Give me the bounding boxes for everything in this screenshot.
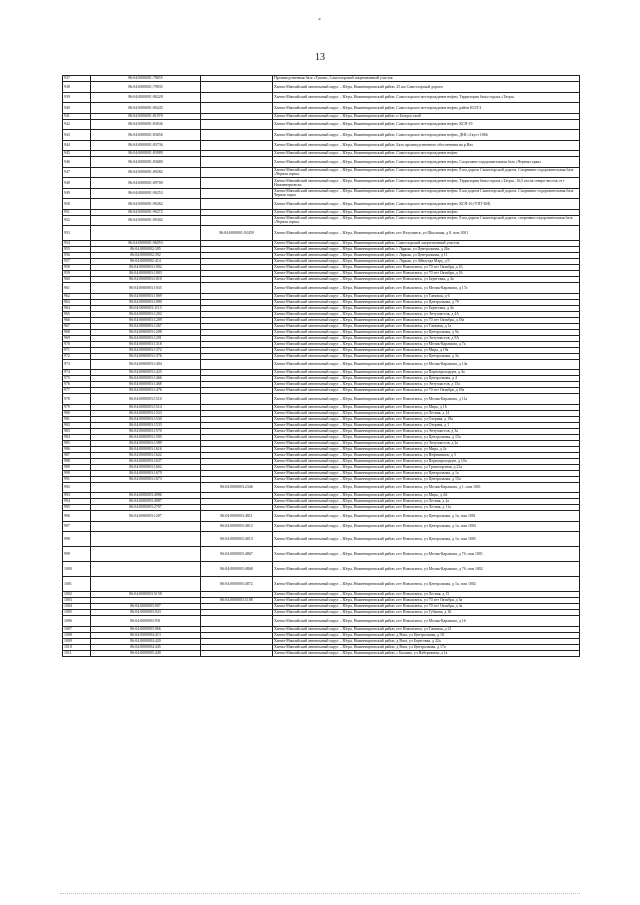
cadastral-number-cell: 86:04:0000001:96053 <box>91 241 201 247</box>
room-cadastral-number-cell: 86:04:0000001:92459 <box>201 226 273 241</box>
cadastral-number-cell: 86:04:0000001:90302 <box>91 215 201 226</box>
address-cell: Ханты-Мансийский автономный округ – Югра, Нижневартовский район, пгт Излучинск, ул Школьная, д 8, пом 1001 <box>273 226 580 241</box>
cadastral-number-cell: 86:04:0000003:4986 <box>91 493 201 499</box>
room-cadastral-number-cell: 86:04:0000003:4811 <box>201 511 273 522</box>
address-cell: Ханты-Мансийский автономный округ – Югра, Нижневартовский район, Самотлорское месторождение нефти, район КСП-2 <box>273 103 580 114</box>
address-cell: Ханты-Мансийский автономный округ – Югра, Нижневартовский район, пгт Новоаганск, ул Мелик-Карамова, д 16 <box>273 616 580 627</box>
cadastral-number-cell: 86:04:0000003:5158 <box>91 592 201 598</box>
cadastral-number-cell: 86:04:0000001:83736 <box>91 140 201 151</box>
table-row <box>63 157 580 168</box>
address-cell: Ханты-Мансийский автономный округ – Югра, Нижневартовский район, пгт Новоаганск, ул Лесная, д 11а <box>273 505 580 511</box>
cadastral-number-cell: 86:04:0000003:1002 <box>91 265 201 271</box>
room-cadastral-number-cell <box>201 178 273 189</box>
cadastral-number-cell: 86:04:0000001:89282 <box>91 167 201 178</box>
table-row <box>63 394 580 405</box>
cadastral-number-cell: 86:04:0000001:83636 <box>91 119 201 130</box>
row-number-cell: 953 <box>63 226 91 241</box>
room-cadastral-number-cell <box>201 167 273 178</box>
address-cell: Ханты-Мансийский автономный округ – Югра, Нижневартовский район, пгт Новоаганск, ул Мелик-Карамова, д 1, пом 1001 <box>273 482 580 493</box>
address-cell: Ханты-Мансийский автономный округ – Югра, Нижневартовский район, пгт Новоаганск, ул Береговая, д 4а <box>273 305 580 311</box>
address-cell: Ханты-Мансийский автономный округ – Югра, Нижневартовский район, пгт Новоаганск, ул Энтузиастов, д 2а <box>273 440 580 446</box>
table-row <box>63 616 580 627</box>
room-cadastral-number-cell <box>201 119 273 130</box>
row-number-cell: 990 <box>63 470 91 476</box>
table-row <box>63 521 580 532</box>
table-row <box>63 178 580 189</box>
address-cell: Ханты-Мансийский автономный округ – Югра, Нижневартовский район, Самотлорское месторождение нефти, 8 км дороги Самотлорской дороги, спортивно-оздоровительная база «Черная горка» <box>273 215 580 226</box>
row-number-cell: 937 <box>63 76 91 82</box>
address-cell: Ханты-Мансийский автономный округ – Югра, Нижневартовский район, пгт Новоаганск, ул Энтузиастов, д 3а <box>273 428 580 434</box>
address-cell: Ханты-Мансийский автономный округ – Югра, Нижневартовский район, пгт Новоаганск, ул Центральная, д 1а, пом 1002 <box>273 577 580 592</box>
row-number-cell: 964 <box>63 305 91 311</box>
cadastral-number-cell: 86:04:0000001:79835 <box>91 82 201 93</box>
cadastral-number-cell: 86:04:0000003:1113 <box>91 305 201 311</box>
row-number-cell: 997 <box>63 521 91 532</box>
room-cadastral-number-cell <box>201 359 273 370</box>
address-cell: Ханты-Мансийский автономный округ – Югра, Нижневартовский район, Самотлорское месторождение нефти, КСП-19 <box>273 119 580 130</box>
cadastral-number-cell: 86:04:0000002:392 <box>91 253 201 259</box>
room-cadastral-number-cell: 86:04:0000003:2346 <box>201 482 273 493</box>
cadastral-number-cell: 86:04:0000001:83656 <box>91 130 201 141</box>
row-number-cell: 980 <box>63 410 91 416</box>
address-cell: Ханты-Мансийский автономный округ – Югра, Нижневартовский район, пгт Новоаганск, ул Мира, д 16 <box>273 404 580 410</box>
cadastral-number-cell: 86:04:0000003:1291 <box>91 335 201 341</box>
address-cell: Ханты-Мансийский автономный округ – Югра, Нижневартовский район, пгт Новоаганск, ул Центральная, д 3а <box>273 353 580 359</box>
cadastral-number-cell: 86:04:0000003:1003 <box>91 271 201 277</box>
row-number-cell: 983 <box>63 428 91 434</box>
address-cell: Ханты-Мансийский автономный округ – Югра, Нижневартовский район, пгт Новоаганск, ул Мира, д 2а <box>273 446 580 452</box>
row-number-cell: 954 <box>63 241 91 247</box>
room-cadastral-number-cell <box>201 199 273 210</box>
cadastral-number-cell: 86:04:0000003:2707 <box>91 505 201 511</box>
row-number-cell: 1005 <box>63 610 91 616</box>
table-row <box>63 119 580 130</box>
row-number-cell: 1009 <box>63 638 91 644</box>
room-cadastral-number-cell <box>201 283 273 294</box>
cadastral-number-cell <box>91 226 201 241</box>
cadastral-number-cell: 86:04:0000005:449 <box>91 650 201 656</box>
address-cell: Ханты-Мансийский автономный округ – Югра, Нижневартовский район, пгт Новоаганск, ул Центральная, д 4 <box>273 376 580 382</box>
row-number-cell: 951 <box>63 209 91 215</box>
table-row <box>63 650 580 656</box>
cadastral-number-cell: 86:04:0000001:83989 <box>91 151 201 157</box>
address-cell: Ханты-Мансийский автономный округ – Югра, Нижневартовский район, пгт Новоаганск, ул Лесная, д 14 <box>273 410 580 416</box>
row-number-cell: 976 <box>63 382 91 388</box>
cadastral-number-cell: 86:04:0000001:90253 <box>91 188 201 199</box>
room-cadastral-number-cell <box>201 394 273 405</box>
cadastral-number-cell: 86:04:0000003:1372 <box>91 347 201 353</box>
address-cell: Ханты-Мансийский автономный округ – Югра, Нижневартовский район, Самотлорское месторождение нефти, ДНС-4 куст 1066 <box>273 130 580 141</box>
room-cadastral-number-cell: 86:04:0000003:4813 <box>201 532 273 547</box>
row-number-cell: 1008 <box>63 632 91 638</box>
cadastral-number-cell: 86:04:0000003:931 <box>91 616 201 627</box>
address-cell: Ханты-Мансийский автономный округ – Югра, Нижневартовский район, Самотлорское месторождение нефти, КСП-16 (УПТ-БИ) <box>273 199 580 210</box>
address-cell: Ханты-Мансийский автономный округ – Югра, Нижневартовский район, Самотлорское месторождение нефти, Территория базы отдыха «Татра» <box>273 92 580 103</box>
room-cadastral-number-cell <box>201 103 273 114</box>
cadastral-number-cell <box>91 547 201 562</box>
property-registry-table <box>62 75 580 657</box>
address-cell: Ханты-Мансийский автономный округ – Югра, Нижневартовский район, пгт Новоаганск, ул 70 лет Октября, д 18а <box>273 317 580 323</box>
cadastral-number-cell: 86:04:0000003:1637 <box>91 458 201 464</box>
row-number-cell: 974 <box>63 370 91 376</box>
row-number-cell: 952 <box>63 215 91 226</box>
cadastral-number-cell: 86:04:0000002:414 <box>91 259 201 265</box>
table-row <box>63 82 580 93</box>
table-row <box>63 562 580 577</box>
address-cell: Ханты-Мансийский автономный округ – Югра, Нижневартовский район, пгт Новоаганск, ул Центральная, д 9а <box>273 329 580 335</box>
row-number-cell: 940 <box>63 103 91 114</box>
address-cell: Ханты-Мансийский автономный округ – Югра, Нижневартовский район, пгт Новоаганск, ул Мелик-Карамова, д 11а <box>273 394 580 405</box>
table-row <box>63 283 580 294</box>
room-cadastral-number-cell <box>201 188 273 199</box>
row-number-cell: 943 <box>63 130 91 141</box>
cadastral-number-cell: 86:04:0000003:923 <box>91 610 201 616</box>
row-number-cell: 961 <box>63 283 91 294</box>
cadastral-number-cell <box>91 482 201 493</box>
cadastral-number-cell <box>91 532 201 547</box>
address-cell: Ханты-Мансийский автономный округ – Югра, Нижневартовский район, пгт Новоаганск, ул Мелик-Карамова, д 14а <box>273 359 580 370</box>
row-number-cell: 982 <box>63 422 91 428</box>
room-cadastral-number-cell: 86:04:0000003:4867 <box>201 547 273 562</box>
table-row <box>63 511 580 522</box>
row-number-cell: 1004 <box>63 604 91 610</box>
row-number-cell: 972 <box>63 353 91 359</box>
row-number-cell: 992 <box>63 482 91 493</box>
address-cell: Производственная база «Туман», Самотлорский лицензионный участок <box>273 76 580 82</box>
cadastral-number-cell <box>91 562 201 577</box>
cadastral-number-cell: 86:04:0000003:1589 <box>91 440 201 446</box>
row-number-cell: 949 <box>63 188 91 199</box>
table-row <box>63 482 580 493</box>
address-cell: Ханты-Мансийский автономный округ – Югра, Нижневартовский район, пгт Новоаганск, ул Мира, д 4А <box>273 493 580 499</box>
cadastral-number-cell: 86:04:0000003:1318 <box>91 341 201 347</box>
address-cell: Ханты-Мансийский автономный округ – Югра, Нижневартовский район, пгт Новоаганск, ул Энтузиастов, д 4А <box>273 311 580 317</box>
address-cell: Ханты-Мансийский автономный округ – Югра, Нижневартовский район, База производственного обеспечения на р.Вах <box>273 140 580 151</box>
address-cell: Ханты-Мансийский автономный округ – Югра, Нижневартовский район, пгт Новоаганск, ул 70 лет Октября, д 3а <box>273 598 580 604</box>
room-cadastral-number-cell <box>201 82 273 93</box>
row-number-cell: 993 <box>63 493 91 499</box>
row-number-cell: 998 <box>63 532 91 547</box>
cadastral-number-cell: 86:04:0000001:80228 <box>91 92 201 103</box>
room-cadastral-number-cell <box>201 157 273 168</box>
row-number-cell: 971 <box>63 347 91 353</box>
address-cell: Ханты-Мансийский автономный округ – Югра, Нижневартовский район, пгт Новоаганск, ул Таежная, д 6 <box>273 293 580 299</box>
row-number-cell: 981 <box>63 416 91 422</box>
table-row <box>63 532 580 547</box>
table-row <box>63 130 580 141</box>
address-cell: Ханты-Мансийский автономный округ – Югра, Нижневартовский район, пгт Новоаганск, ул Центральная, д 15а <box>273 434 580 440</box>
page-number: 13 <box>315 52 325 63</box>
row-number-cell: 995 <box>63 505 91 511</box>
address-cell: Ханты-Мансийский автономный округ – Югра, Нижневартовский район, Самотлорское месторождение нефти, 8 км дороги Самотлорской дороги, Спортивно-оздоровительная база Черная горка <box>273 188 580 199</box>
row-number-cell: 963 <box>63 299 91 305</box>
row-number-cell: 985 <box>63 440 91 446</box>
address-cell: Ханты-Мансийский автономный округ – Югра, Нижневартовский район, пгт Новоаганск, ул Энтузиастов, д 15а <box>273 382 580 388</box>
room-cadastral-number-cell <box>201 616 273 627</box>
cadastral-number-cell: 86:04:0000003:1514 <box>91 404 201 410</box>
row-number-cell: 994 <box>63 499 91 505</box>
cadastral-number-cell: 86:04:0000001:81970 <box>91 113 201 119</box>
cadastral-number-cell <box>91 577 201 592</box>
cadastral-number-cell: 86:04:0000004:413 <box>91 632 201 638</box>
table-row <box>63 140 580 151</box>
row-number-cell: 968 <box>63 329 91 335</box>
room-cadastral-number-cell: 86:04:0000003:4872 <box>201 577 273 592</box>
address-cell: Ханты-Мансийский автономный округ – Югра, Нижневартовский район, пгт Новоаганск, ул Таежная, д 1а <box>273 323 580 329</box>
page-mark: * <box>318 18 321 24</box>
address-cell: Ханты-Мансийский автономный округ – Югра, Нижневартовский район, пгт Новоаганск, ул Мелик-Карамова, д 17а <box>273 283 580 294</box>
cadastral-number-cell: 86:04:0000001:90262 <box>91 199 201 210</box>
cadastral-number-cell: 86:04:0000003:1585 <box>91 434 201 440</box>
cadastral-number-cell: 86:04:0000003:1288 <box>91 329 201 335</box>
address-cell: Ханты-Мансийский автономный округ – Югра, Нижневартовский район, пгт Новоаганск, ул Береговая, д 3а <box>273 277 580 283</box>
address-cell: Ханты-Мансийский автономный округ – Югра, Нижневартовский район, пгт Новоаганск, ул Губкина, д 16 <box>273 610 580 616</box>
row-number-cell: 945 <box>63 151 91 157</box>
table-row <box>63 92 580 103</box>
row-number-cell: 941 <box>63 113 91 119</box>
row-number-cell: 996 <box>63 511 91 522</box>
cadastral-number-cell: 86:04:0000003:1476 <box>91 388 201 394</box>
cadastral-number-cell: 86:04:0000003:907 <box>91 604 201 610</box>
row-number-cell: 958 <box>63 265 91 271</box>
row-number-cell: 1003 <box>63 598 91 604</box>
cadastral-number-cell: 86:04:0000003:1010 <box>91 277 201 283</box>
cadastral-number-cell: 86:04:0000003:1090 <box>91 299 201 305</box>
cadastral-number-cell: 86:04:0000001:83680 <box>91 157 201 168</box>
address-cell: Ханты-Мансийский автономный округ – Югра, Нижневартовский район, пгт Новоаганск, ул Озерная, д 1 <box>273 422 580 428</box>
address-cell: Ханты-Мансийский автономный округ – Югра, Нижневартовский район, пгт Новоаганск, ул Нефтяников, д 3 <box>273 452 580 458</box>
row-number-cell: 999 <box>63 547 91 562</box>
table-row <box>63 547 580 562</box>
row-number-cell: 962 <box>63 293 91 299</box>
address-cell: Ханты-Мансийский автономный округ – Югра, Нижневартовский район, пгт Новоаганск, ул Озерная, д 19а <box>273 416 580 422</box>
cadastral-number-cell: 86:04:0000003:1670 <box>91 470 201 476</box>
row-number-cell: 1010 <box>63 644 91 650</box>
cadastral-number-cell: 86:04:0000003:1267 <box>91 323 201 329</box>
room-cadastral-number-cell <box>201 215 273 226</box>
cadastral-number-cell: 86:04:0000003:1425 <box>91 370 201 376</box>
table-row <box>63 577 580 592</box>
cadastral-number-cell: 86:04:0000002:305 <box>91 247 201 253</box>
cadastral-number-cell: 86:04:0000003:1202 <box>91 311 201 317</box>
cadastral-number-cell: 86:04:0000001:89700 <box>91 178 201 189</box>
cadastral-number-cell: 86:04:0000003:1287 <box>91 511 201 522</box>
row-number-cell: 1006 <box>63 616 91 627</box>
row-number-cell: 986 <box>63 446 91 452</box>
address-cell: Ханты-Мансийский автономный округ – Югра, Нижневартовский район, пгт Новоаганск, ул Лесная, д 15 <box>273 592 580 598</box>
cadastral-number-cell: 86:04:0000003:1468 <box>91 382 201 388</box>
cadastral-number-cell: 86:04:0000003:1209 <box>91 317 201 323</box>
address-cell: Ханты-Мансийский автономный округ – Югра, Нижневартовский район, Самотлорское месторождение нефти <box>273 209 580 215</box>
table-row <box>63 103 580 114</box>
scan-footer-noise <box>60 893 580 900</box>
table-row <box>63 359 580 370</box>
row-number-cell: 965 <box>63 311 91 317</box>
row-number-cell: 1011 <box>63 650 91 656</box>
row-number-cell: 1002 <box>63 592 91 598</box>
cadastral-number-cell: 86:04:0000003:1622 <box>91 452 201 458</box>
table-row <box>63 188 580 199</box>
address-cell: Ханты-Мансийский автономный округ – Югра, Нижневартовский район, пгт Новоаганск, ул Первопроходцев, д 4а <box>273 370 580 376</box>
room-cadastral-number-cell <box>201 92 273 103</box>
cadastral-number-cell: 86:04:0000003:1662 <box>91 464 201 470</box>
room-cadastral-number-cell <box>201 650 273 656</box>
table-row <box>63 167 580 178</box>
address-cell: Ханты-Мансийский автономный округ – Югра, Нижневартовский район, Самотлорское месторождение нефти, Спортивно-оздоровительная база «Черная горка» <box>273 157 580 168</box>
cadastral-number-cell: 86:04:0000003:1376 <box>91 353 201 359</box>
row-number-cell: 938 <box>63 82 91 93</box>
cadastral-number-cell: 86:04:0000004:420 <box>91 638 201 644</box>
room-cadastral-number-cell <box>201 140 273 151</box>
address-cell: Ханты-Мансийский автономный округ – Югра, Нижневартовский район, пгт Новоаганск, ул Центральная, д 1а, пом 1004 <box>273 521 580 532</box>
cadastral-number-cell: 86:04:0000003:1035 <box>91 283 201 294</box>
row-number-cell: 966 <box>63 317 91 323</box>
cadastral-number-cell: 86:04:0000003:966 <box>91 626 201 632</box>
room-cadastral-number-cell <box>201 130 273 141</box>
address-cell: Ханты-Мансийский автономный округ – Югра, Нижневартовский район, с Ларьяк, ул Центральная, д 26а <box>273 247 580 253</box>
cadastral-number-cell: 86:04:0000003:1673 <box>91 476 201 482</box>
row-number-cell: 969 <box>63 335 91 341</box>
address-cell: Ханты-Мансийский автономный округ – Югра, Нижневартовский район, пгт Новоаганск, ул Мира, д 18а <box>273 347 580 353</box>
address-cell: Ханты-Мансийский автономный округ – Югра, Нижневартовский район, пгт Новоаганск, ул Мелик-Карамова, д 7а <box>273 341 580 347</box>
cadastral-number-cell: 86:04:0000001:90272 <box>91 209 201 215</box>
row-number-cell: 948 <box>63 178 91 189</box>
cadastral-number-cell: 86:04:0000003:1466 <box>91 376 201 382</box>
address-cell: Ханты-Мансийский автономный округ – Югра, Нижневартовский район, пгт Новоаганск, ул Транспортная, д 21а <box>273 464 580 470</box>
address-cell: Ханты-Мансийский автономный округ – Югра, Нижневартовский район, пгт Новоаганск, ул Таежная, д 21 <box>273 626 580 632</box>
address-cell: Ханты-Мансийский автономный округ – Югра, Нижневартовский район, д Вата, ул Береговая, д 22а <box>273 638 580 644</box>
address-cell: Ханты-Мансийский автономный округ – Югра, Нижневартовский район, пгт Новоаганск, ул 70 лет Октября, д 16 <box>273 265 580 271</box>
row-number-cell: 947 <box>63 167 91 178</box>
address-cell: Ханты-Мансийский автономный округ – Югра, Нижневартовский район, Самотлорское месторождение нефти, Территория базы отдыха «Татра», 16,5 км на северо-восток от г Нижневартовска <box>273 178 580 189</box>
row-number-cell: 960 <box>63 277 91 283</box>
address-cell: Ханты-Мансийский автономный округ – Югра, Нижневартовский район, пгт Новоаганск, ул Центральная, д 1а, пом 1005 <box>273 532 580 547</box>
row-number-cell: 939 <box>63 92 91 103</box>
row-number-cell: 991 <box>63 476 91 482</box>
cadastral-number-cell: 86:04:0000003:1404 <box>91 359 201 370</box>
address-cell: Ханты-Мансийский автономный округ – Югра, Нижневартовский район, п Белорусский <box>273 113 580 119</box>
cadastral-number-cell: 86:04:0000001:80245 <box>91 103 201 114</box>
cadastral-number-cell: 86:04:0000003:1616 <box>91 446 201 452</box>
address-cell: Ханты-Мансийский автономный округ – Югра, Нижневартовский район, пгт Новоаганск, ул Центральная, д 1а <box>273 470 580 476</box>
cadastral-number-cell: 86:04:0000003:1530 <box>91 416 201 422</box>
address-cell: Ханты-Мансийский автономный округ – Югра, Нижневартовский район, пгт Новоаганск, ул Мелик-Карамова, д 7б, пом 1001 <box>273 547 580 562</box>
cadastral-number-cell: 86:04:0000001:78655 <box>91 76 201 82</box>
room-cadastral-number-cell: 86:04:0000003:4812 <box>201 521 273 532</box>
address-cell: Ханты-Мансийский автономный округ – Югра, Нижневартовский район, пгт Новоаганск, ул Центральная, д 1а, пом 1001 <box>273 511 580 522</box>
address-cell: Ханты-Мансийский автономный округ – Югра, Нижневартовский район, пгт Новоаганск, ул 70 лет Октября, д 3а <box>273 604 580 610</box>
address-cell: Ханты-Мансийский автономный округ – Югра, Нижневартовский район, с Ларьяк, ул Центральная, д 11 <box>273 253 580 259</box>
row-number-cell: 970 <box>63 341 91 347</box>
row-number-cell: 977 <box>63 388 91 394</box>
row-number-cell: 987 <box>63 452 91 458</box>
address-cell: Ханты-Мансийский автономный округ – Югра, Нижневартовский район, пгт Новоаганск, ул 70 лет Октября, д 18а <box>273 388 580 394</box>
row-number-cell: 944 <box>63 140 91 151</box>
table-row <box>63 226 580 241</box>
address-cell: Ханты-Мансийский автономный округ – Югра, Нижневартовский район, пгт Новоаганск, ул 70 лет Октября, д 16 <box>273 271 580 277</box>
address-cell: Ханты-Мансийский автономный округ – Югра, Нижневартовский район, пгт Новоаганск, ул Лесная, д 2а <box>273 499 580 505</box>
row-number-cell: 978 <box>63 394 91 405</box>
address-cell: Ханты-Мансийский автономный округ – Югра, Нижневартовский район, с Былино, ул Набережная, д 1а <box>273 650 580 656</box>
cadastral-number-cell: 86:04:0000003:1523 <box>91 410 201 416</box>
address-cell: Ханты-Мансийский автономный округ – Югра, Нижневартовский район, 25 км Самотлорской дороги <box>273 82 580 93</box>
address-cell: Ханты-Мансийский автономный округ – Югра, Нижневартовский район, д Вата, ул Центральная, д 17а <box>273 644 580 650</box>
row-number-cell: 950 <box>63 199 91 210</box>
room-cadastral-number-cell: 86:04:0000003:5188 <box>201 598 273 604</box>
cadastral-number-cell <box>91 521 201 532</box>
cadastral-number-cell: 86:04:0000004:445 <box>91 644 201 650</box>
address-cell: Ханты-Мансийский автономный округ – Югра, Нижневартовский район, пгт Новоаганск, ул Центральная, д 15а <box>273 476 580 482</box>
row-number-cell: 959 <box>63 271 91 277</box>
cadastral-number-cell: 86:04:0000003:1570 <box>91 428 201 434</box>
row-number-cell: 979 <box>63 404 91 410</box>
address-cell: Ханты-Мансийский автономный округ – Югра, Нижневартовский район, с Ларьяк, ул Айваседа Мэру, д 9 <box>273 259 580 265</box>
address-cell: Ханты-Мансийский автономный округ – Югра, Нижневартовский район, д Вата, ул Центральная, д 18 <box>273 632 580 638</box>
row-number-cell: 975 <box>63 376 91 382</box>
row-number-cell: 1007 <box>63 626 91 632</box>
address-cell: Ханты-Мансийский автономный округ – Югра, Нижневартовский район, пгт Новоаганск, ул Мелик-Карамова, д 7б, пом 1002 <box>273 562 580 577</box>
row-number-cell: 988 <box>63 458 91 464</box>
address-cell: Ханты-Мансийский автономный округ – Югра, Нижневартовский район, пгт Новоаганск, ул Центральная, д 7б <box>273 299 580 305</box>
row-number-cell: 1000 <box>63 562 91 577</box>
row-number-cell: 957 <box>63 259 91 265</box>
address-cell: Ханты-Мансийский автономный округ – Югра, Нижневартовский район, Самотлорское месторождение нефти, 8 км дороги Самотлорской дороги, Спортивно-оздоровительная база «Черная горка» <box>273 167 580 178</box>
row-number-cell: 973 <box>63 359 91 370</box>
table-row <box>63 215 580 226</box>
row-number-cell: 956 <box>63 253 91 259</box>
address-cell: Ханты-Мансийский автономный округ – Югра, Нижневартовский район, пгт Новоаганск, ул Энтузиастов, д 9А <box>273 335 580 341</box>
cadastral-number-cell: 86:04:0000003:4987 <box>91 499 201 505</box>
row-number-cell: 967 <box>63 323 91 329</box>
address-cell: Ханты-Мансийский автономный округ – Югра, Нижневартовский район, Самотлорский лицензионный участок <box>273 241 580 247</box>
row-number-cell: 989 <box>63 464 91 470</box>
row-number-cell: 1001 <box>63 577 91 592</box>
cadastral-number-cell: 86:04:0000003:1533 <box>91 422 201 428</box>
row-number-cell: 984 <box>63 434 91 440</box>
table-row <box>63 199 580 210</box>
cadastral-number-cell: 86:04:0000003:1510 <box>91 394 201 405</box>
row-number-cell: 946 <box>63 157 91 168</box>
address-cell: Ханты-Мансийский автономный округ – Югра, Нижневартовский район, Самотлорское месторождение нефти <box>273 151 580 157</box>
cadastral-number-cell: 86:04:0000003:1069 <box>91 293 201 299</box>
address-cell: Ханты-Мансийский автономный округ – Югра, Нижневартовский район, пгт Новоаганск, ул Первопроходцев, д 10а <box>273 458 580 464</box>
row-number-cell: 942 <box>63 119 91 130</box>
room-cadastral-number-cell: 86:04:0000003:4868 <box>201 562 273 577</box>
row-number-cell: 955 <box>63 247 91 253</box>
